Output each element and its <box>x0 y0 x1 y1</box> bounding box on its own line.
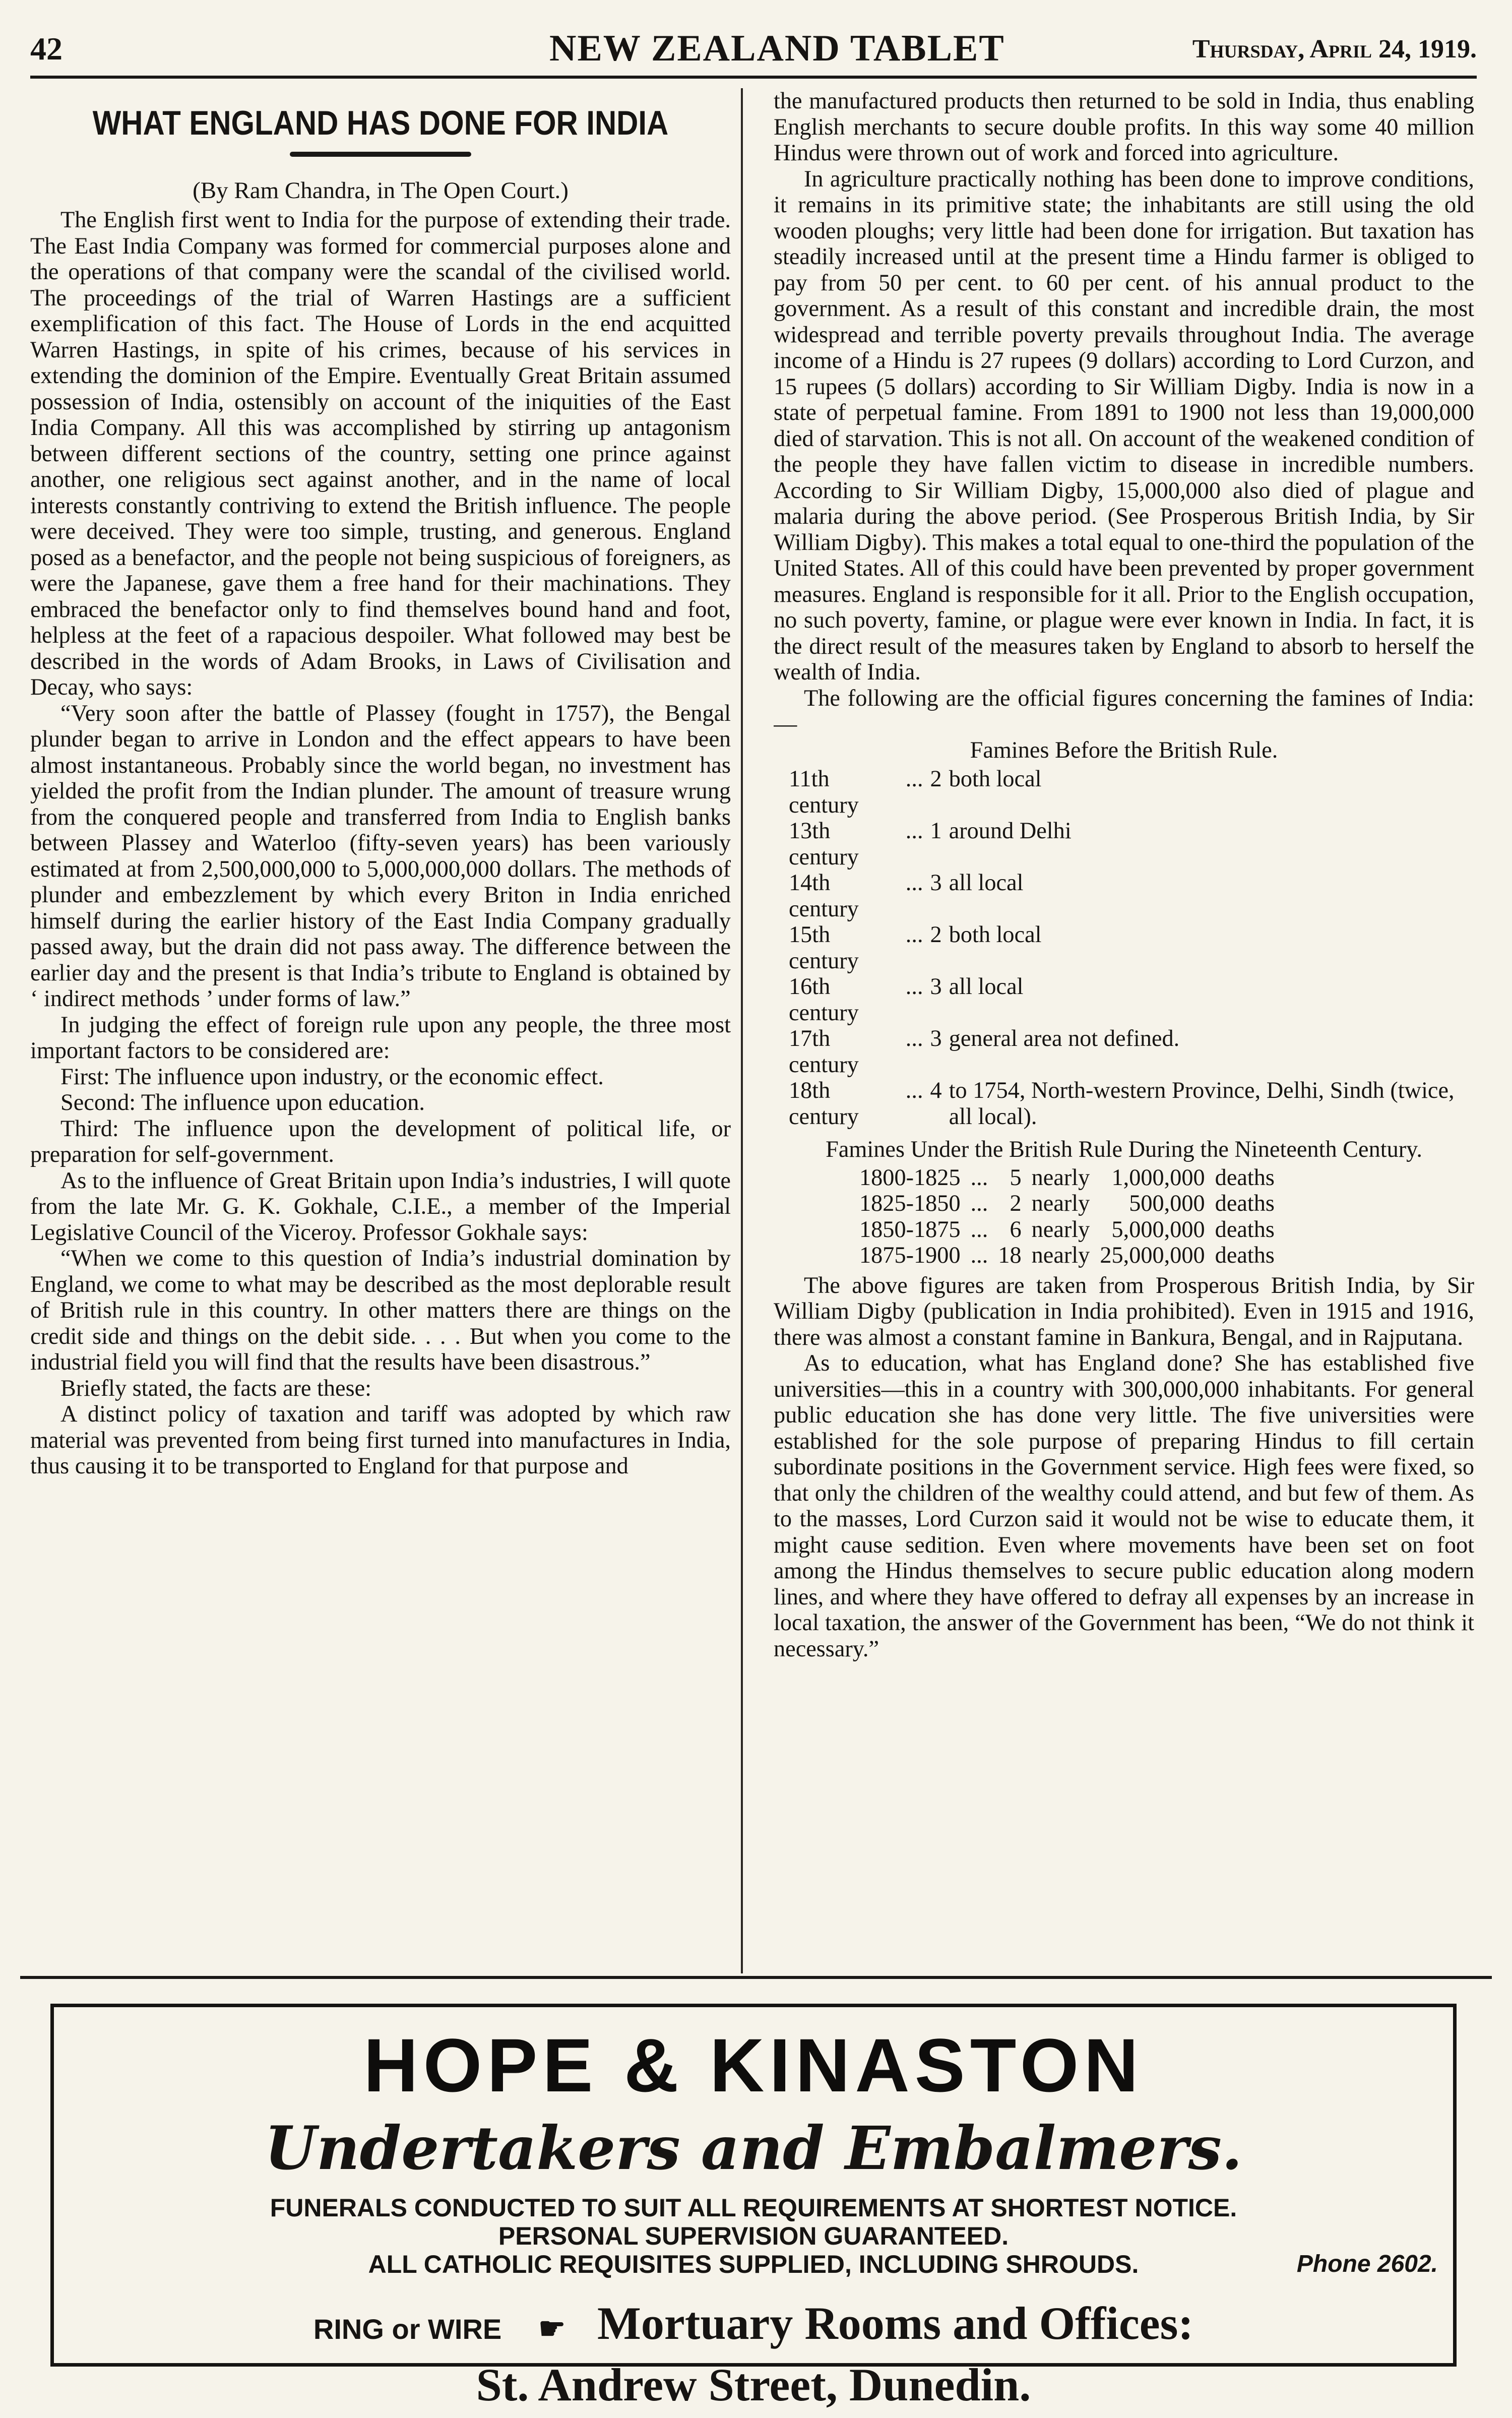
article-paragraph: In judging the effect of foreign rule upon any people, the three most important factors to be considered are: <box>30 1012 731 1064</box>
pointing-hand-icon: ☛ <box>538 2312 566 2345</box>
article-paragraph: Third: The influence upon the development of political life, or preparation for self-government. <box>30 1115 731 1167</box>
advert-phone: Phone 2602. <box>1296 2251 1438 2277</box>
article-paragraph: As to the influence of Great Britain upon India’s industries, I will quote from the late Mr. G. K. Gokhale, C.I.E., a member of the Imperial Legislative Council of the Viceroy. Professor Gokhale says: <box>30 1167 731 1246</box>
famines-under-table <box>859 1165 1285 1269</box>
table-row: 1825-1850 ... 2 nearly 500,000 deaths <box>859 1191 1275 1216</box>
advert-ring-text: RING or WIRE <box>313 2313 502 2345</box>
article-paragraph: In agriculture practically nothing has been done to improve conditions, it remains in its primitive state; the inhabitants are still using the old wooden ploughs; very little had been done for irrigation. But taxation has steadily increased until at the present time a Hindu farmer is obliged to pay from 50 per cent. to 60 per cent. of his annual product to the government. As a result of this constant and incredible drain, the most widespread and terrible poverty prevails throughout India. The average income of a Hindu is 27 rupees (9 dollars) according to Lord Curzon, and 15 rupees (5 dollars) according to Sir William Digby. India is now in a state of perpetual famine. From 1891 to 1900 not less than 19,000,000 died of starvation. This is not all. On account of the weakened condition of the people they have fallen victim to disease in incredible numbers. According to Sir William Digby, 15,000,000 also died of plague and malaria during the above period. (See Prosperous British India, by Sir William Digby). This makes a total equal to one-third the population of the United States. All of this could have been prevented by proper government measures. England is responsible for it all. Prior to the English occupation, no such poverty, famine, or plague were ever known in India. In fact, it is the direct result of the measures taken by England to absorb to herself the wealth of India. <box>774 166 1474 685</box>
table-row: 15th century ... 2 both local <box>789 922 1042 974</box>
advert-trade: Undertakers and Embalmers. <box>265 2113 1242 2183</box>
advert-address: St. Andrew Street, Dunedin. <box>476 2359 1031 2410</box>
table-row: 17th century ... 3 general area not defined. <box>789 1026 1180 1078</box>
article-paragraph: First: The influence upon industry, or the economic effect. <box>60 1064 604 1090</box>
table-row: 16th century ... 3 all local <box>789 974 1024 1026</box>
newspaper-title: NEW ZEALAND TABLET <box>549 28 1005 69</box>
headline-ornament <box>290 152 471 157</box>
article-paragraph: Second: The influence upon education. <box>60 1090 425 1115</box>
article-right-column <box>774 88 1474 1968</box>
article-headline: WHAT ENGLAND HAS DONE FOR INDIA <box>92 104 669 142</box>
article-paragraph: “Very soon after the battle of Plassey (fought in 1757), the Bengal plunder began to arrive in London and the effect appears to have been almost instantaneous. Probably since the world began, no investment has yielded the profit from the Indian plunder. The amount of treasure wrung from the conquered people and transferred from India to English banks between Plassey and Waterloo (fifty-seven years) has been variously estimated at from 2,500,000,000 to 5,000,000,000 dollars. The methods of plunder and embezzlement by which every Briton in India enriched himself during the earlier history of the East India Company gradually passed away, but the drain did not pass away. The difference between the earlier day and the present is that India’s tribute to England is obtained by ‘ indirect methods ’ under forms of law.” <box>30 700 731 1012</box>
article-paragraph: The English first went to India for the purpose of extending their trade. The East India Company was formed for commercial purposes alone and the operations of that company were the scandal of the civilised world. The proceedings of the trial of Warren Hastings are a sufficient exemplification of this fact. The House of Lords in the end acquitted Warren Hastings, in spite of his crimes, because of his services in extending the dominion of the Empire. Eventually Great Britain assumed possession of India, ostensibly on account of the iniquities of the East India Company. All this was accomplished by stirring up antagonism between different sections of the country, setting one prince against another, one religious sect against another, and in the name of local interests constantly contriving to extend the British influence. The people were deceived. They were too simple, trusting, and generous. England posed as a benefactor, and the people not being suspicious of foreigners, as were the Japanese, gave them a free hand for their machinations. They embraced the benefactor only to find themselves bound hand and foot, helpless at the feet of a rapacious despoiler. What followed may best be described in the words of Adam Brooks, in Laws of Civilisation and Decay, who says: <box>30 207 731 700</box>
table-row: 1800-1825 ... 5 nearly 1,000,000 deaths <box>859 1164 1275 1191</box>
advert-requisites-line <box>54 2250 1453 2278</box>
article-paragraph: As to education, what has England done? She has established five universities—this in a country with 300,000,000 inhabitants. For general public education she has done very little. The five universities were established for the sole purpose of preparing Hindus to fill certain subordinate positions in the Government service. High fees were fixed, so that only the children of the wealthy could attend, and but few of them. As to the masses, Lord Curzon said it would not be wise to educate them, it might cause sedition. Even where movements have been set on foot among the Hindus themselves to secure public education along modern lines, and where they have offered to defray all expenses by an increase in local taxation, the answer of the Government has been, “We do not think it necessary.” <box>774 1350 1474 1662</box>
article-paragraph: The above figures are taken from Prosperous British India, by Sir William Digby (publication in India prohibited). Even in 1915 and 1916, there was almost a constant famine in Bankura, Bengal, and in Rajputana. <box>774 1272 1474 1350</box>
advert-supervision-line: PERSONAL SUPERVISION GUARANTEED. <box>498 2222 1009 2250</box>
table-row: 18th century ... 4 to 1754, North-western Province, Delhi, Sindh (twice, all local). <box>789 1078 1455 1130</box>
article-byline: (By Ram Chandra, in The Open Court.) <box>193 177 569 204</box>
advert-mortuary-text: Mortuary Rooms and Offices: <box>597 2298 1194 2349</box>
famines-before-table <box>789 766 1474 1130</box>
column-divider <box>741 88 743 1973</box>
page-header <box>30 20 1477 79</box>
article-paragraph: “When we come to this question of India’s industrial domination by England, we come to what may be described as the most deplorable result of British rule in this country. In other matters there are things on the credit side and things on the debit side. . . . But when you come to the industrial field you will find that the results have been disastrous.” <box>30 1246 731 1375</box>
article-left-column <box>30 88 731 1968</box>
table-row: 1850-1875 ... 6 nearly 5,000,000 deaths <box>859 1216 1275 1243</box>
famines-before-heading: Famines Before the British Rule. <box>970 737 1278 763</box>
table-row: 14th century ... 3 all local <box>789 870 1024 922</box>
issue-date: Thursday, April 24, 1919. <box>1192 35 1477 64</box>
article-paragraph: A distinct policy of taxation and tariff was adopted by which raw material was prevented from being first turned into manufactures in India, thus causing it to be transported to England for that purpose and <box>30 1401 731 1479</box>
advert-mortuary-line <box>54 2296 1453 2357</box>
table-row: 11th century ... 2 both local <box>789 766 1042 818</box>
famines-under-heading: Famines Under the British Rule During the Nineteenth Century. <box>826 1137 1422 1162</box>
table-row: 13th century ... 1 around Delhi <box>789 818 1072 870</box>
article-paragraph: The following are the official figures concerning the famines of India: — <box>774 685 1474 737</box>
section-rule <box>20 1976 1492 1979</box>
table-row: 1875-1900 ... 18 nearly 25,000,000 deaths <box>859 1243 1275 1268</box>
advert-firm-name: HOPE & KINASTON <box>363 2023 1144 2107</box>
advert-funerals-line: FUNERALS CONDUCTED TO SUIT ALL REQUIREMENTS AT SHORTEST NOTICE. <box>270 2194 1237 2222</box>
undertaker-advertisement <box>50 2004 1457 2410</box>
article-paragraph: Briefly stated, the facts are these: <box>60 1375 372 1401</box>
article-paragraph: the manufactured products then returned to be sold in India, thus enabling English merchants to secure double profits. In this way some 40 million Hindus were thrown out of work and forced into agriculture. <box>774 88 1474 166</box>
advert-requisites-text: ALL CATHOLIC REQUISITES SUPPLIED, INCLUDING SHROUDS. <box>368 2250 1139 2278</box>
page-number: 42 <box>30 31 62 67</box>
